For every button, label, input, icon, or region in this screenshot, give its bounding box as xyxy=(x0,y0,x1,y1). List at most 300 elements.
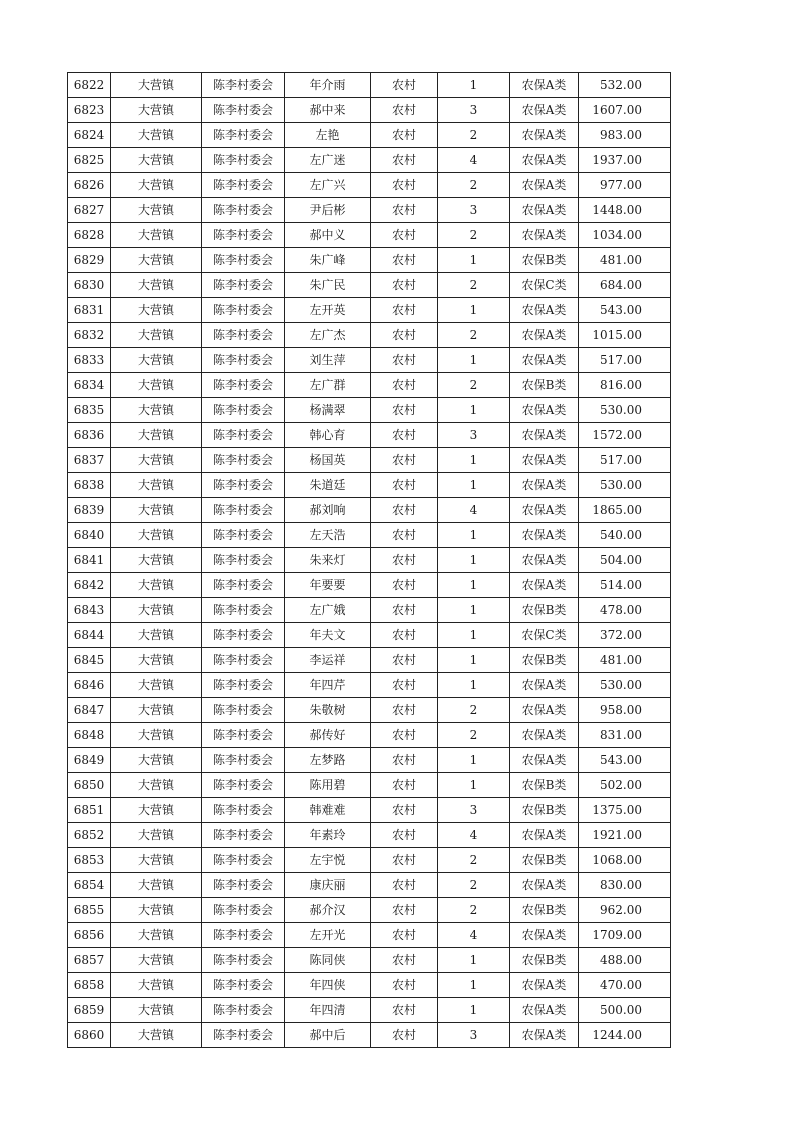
cell-category: 农保A类 xyxy=(510,973,579,998)
cell-village: 陈李村委会 xyxy=(202,598,285,623)
cell-area: 农村 xyxy=(371,773,438,798)
cell-id: 6842 xyxy=(68,573,111,598)
table-row xyxy=(68,523,671,548)
cell-village: 陈李村委会 xyxy=(202,923,285,948)
cell-name: 郝中来 xyxy=(285,98,371,123)
cell-id: 6833 xyxy=(68,348,111,373)
cell-count: 1 xyxy=(438,523,510,548)
table-row xyxy=(68,723,671,748)
cell-category: 农保B类 xyxy=(510,373,579,398)
cell-area: 农村 xyxy=(371,998,438,1023)
cell-village: 陈李村委会 xyxy=(202,198,285,223)
table-row xyxy=(68,923,671,948)
cell-village: 陈李村委会 xyxy=(202,898,285,923)
cell-name: 陈同侠 xyxy=(285,948,371,973)
table-row xyxy=(68,323,671,348)
cell-count: 4 xyxy=(438,923,510,948)
cell-name: 左开光 xyxy=(285,923,371,948)
cell-area: 农村 xyxy=(371,573,438,598)
table-row xyxy=(68,373,671,398)
cell-id: 6857 xyxy=(68,948,111,973)
cell-count: 2 xyxy=(438,323,510,348)
cell-category: 农保B类 xyxy=(510,598,579,623)
cell-amount: 530.00 xyxy=(579,473,671,498)
cell-name: 左天浩 xyxy=(285,523,371,548)
cell-town: 大营镇 xyxy=(111,73,202,98)
table-row xyxy=(68,823,671,848)
cell-category: 农保B类 xyxy=(510,648,579,673)
cell-town: 大营镇 xyxy=(111,973,202,998)
cell-area: 农村 xyxy=(371,423,438,448)
cell-count: 1 xyxy=(438,948,510,973)
cell-amount: 517.00 xyxy=(579,448,671,473)
cell-area: 农村 xyxy=(371,848,438,873)
cell-id: 6851 xyxy=(68,798,111,823)
cell-amount: 543.00 xyxy=(579,748,671,773)
cell-village: 陈李村委会 xyxy=(202,173,285,198)
cell-area: 农村 xyxy=(371,323,438,348)
cell-category: 农保B类 xyxy=(510,948,579,973)
cell-town: 大营镇 xyxy=(111,548,202,573)
cell-area: 农村 xyxy=(371,173,438,198)
cell-town: 大营镇 xyxy=(111,98,202,123)
cell-amount: 530.00 xyxy=(579,398,671,423)
cell-amount: 481.00 xyxy=(579,648,671,673)
cell-category: 农保B类 xyxy=(510,848,579,873)
cell-area: 农村 xyxy=(371,923,438,948)
cell-category: 农保A类 xyxy=(510,498,579,523)
cell-category: 农保A类 xyxy=(510,723,579,748)
cell-amount: 470.00 xyxy=(579,973,671,998)
cell-area: 农村 xyxy=(371,823,438,848)
cell-town: 大营镇 xyxy=(111,623,202,648)
table-row xyxy=(68,498,671,523)
cell-village: 陈李村委会 xyxy=(202,573,285,598)
cell-id: 6828 xyxy=(68,223,111,248)
cell-amount: 530.00 xyxy=(579,673,671,698)
table-row xyxy=(68,398,671,423)
cell-count: 1 xyxy=(438,473,510,498)
cell-area: 农村 xyxy=(371,373,438,398)
cell-id: 6858 xyxy=(68,973,111,998)
cell-village: 陈李村委会 xyxy=(202,948,285,973)
cell-id: 6831 xyxy=(68,298,111,323)
cell-village: 陈李村委会 xyxy=(202,648,285,673)
cell-id: 6846 xyxy=(68,673,111,698)
cell-count: 1 xyxy=(438,73,510,98)
cell-count: 2 xyxy=(438,373,510,398)
cell-area: 农村 xyxy=(371,598,438,623)
cell-amount: 532.00 xyxy=(579,73,671,98)
cell-count: 2 xyxy=(438,873,510,898)
cell-name: 郝介汉 xyxy=(285,898,371,923)
cell-name: 郝中义 xyxy=(285,223,371,248)
cell-id: 6844 xyxy=(68,623,111,648)
cell-village: 陈李村委会 xyxy=(202,848,285,873)
cell-amount: 816.00 xyxy=(579,373,671,398)
cell-area: 农村 xyxy=(371,198,438,223)
cell-id: 6854 xyxy=(68,873,111,898)
cell-id: 6855 xyxy=(68,898,111,923)
cell-area: 农村 xyxy=(371,448,438,473)
cell-town: 大营镇 xyxy=(111,673,202,698)
cell-area: 农村 xyxy=(371,673,438,698)
cell-name: 左广杰 xyxy=(285,323,371,348)
cell-amount: 514.00 xyxy=(579,573,671,598)
cell-amount: 1921.00 xyxy=(579,823,671,848)
table-row xyxy=(68,623,671,648)
cell-id: 6849 xyxy=(68,748,111,773)
cell-count: 1 xyxy=(438,773,510,798)
cell-village: 陈李村委会 xyxy=(202,398,285,423)
cell-village: 陈李村委会 xyxy=(202,423,285,448)
cell-amount: 478.00 xyxy=(579,598,671,623)
cell-town: 大营镇 xyxy=(111,273,202,298)
data-table xyxy=(67,72,671,1048)
cell-category: 农保B类 xyxy=(510,898,579,923)
cell-name: 陈用碧 xyxy=(285,773,371,798)
cell-village: 陈李村委会 xyxy=(202,273,285,298)
cell-village: 陈李村委会 xyxy=(202,298,285,323)
cell-town: 大营镇 xyxy=(111,1023,202,1048)
cell-name: 朱道廷 xyxy=(285,473,371,498)
cell-village: 陈李村委会 xyxy=(202,873,285,898)
cell-village: 陈李村委会 xyxy=(202,73,285,98)
cell-village: 陈李村委会 xyxy=(202,1023,285,1048)
cell-name: 李运祥 xyxy=(285,648,371,673)
cell-village: 陈李村委会 xyxy=(202,498,285,523)
cell-category: 农保A类 xyxy=(510,523,579,548)
cell-area: 农村 xyxy=(371,1023,438,1048)
table-row xyxy=(68,698,671,723)
cell-town: 大营镇 xyxy=(111,598,202,623)
cell-area: 农村 xyxy=(371,98,438,123)
cell-category: 农保A类 xyxy=(510,873,579,898)
cell-town: 大营镇 xyxy=(111,373,202,398)
cell-count: 1 xyxy=(438,248,510,273)
cell-village: 陈李村委会 xyxy=(202,773,285,798)
cell-name: 刘生萍 xyxy=(285,348,371,373)
cell-category: 农保A类 xyxy=(510,923,579,948)
cell-area: 农村 xyxy=(371,973,438,998)
cell-town: 大营镇 xyxy=(111,148,202,173)
cell-village: 陈李村委会 xyxy=(202,998,285,1023)
cell-id: 6835 xyxy=(68,398,111,423)
cell-category: 农保A类 xyxy=(510,548,579,573)
cell-name: 韩心育 xyxy=(285,423,371,448)
cell-count: 2 xyxy=(438,123,510,148)
cell-count: 2 xyxy=(438,273,510,298)
cell-amount: 1015.00 xyxy=(579,323,671,348)
cell-category: 农保A类 xyxy=(510,348,579,373)
cell-name: 年四清 xyxy=(285,998,371,1023)
cell-name: 朱来灯 xyxy=(285,548,371,573)
cell-town: 大营镇 xyxy=(111,948,202,973)
cell-town: 大营镇 xyxy=(111,773,202,798)
table-row xyxy=(68,673,671,698)
cell-count: 1 xyxy=(438,998,510,1023)
cell-name: 年四芹 xyxy=(285,673,371,698)
cell-amount: 481.00 xyxy=(579,248,671,273)
table-row xyxy=(68,1023,671,1048)
cell-town: 大营镇 xyxy=(111,248,202,273)
table-row xyxy=(68,198,671,223)
cell-category: 农保A类 xyxy=(510,123,579,148)
cell-count: 1 xyxy=(438,348,510,373)
cell-count: 3 xyxy=(438,1023,510,1048)
cell-village: 陈李村委会 xyxy=(202,973,285,998)
cell-area: 农村 xyxy=(371,473,438,498)
table-row xyxy=(68,748,671,773)
cell-area: 农村 xyxy=(371,548,438,573)
cell-count: 1 xyxy=(438,548,510,573)
cell-village: 陈李村委会 xyxy=(202,723,285,748)
cell-id: 6834 xyxy=(68,373,111,398)
cell-area: 农村 xyxy=(371,348,438,373)
cell-name: 康庆丽 xyxy=(285,873,371,898)
cell-town: 大营镇 xyxy=(111,198,202,223)
cell-count: 3 xyxy=(438,798,510,823)
cell-category: 农保A类 xyxy=(510,1023,579,1048)
cell-category: 农保A类 xyxy=(510,573,579,598)
cell-category: 农保A类 xyxy=(510,323,579,348)
cell-category: 农保A类 xyxy=(510,673,579,698)
cell-area: 农村 xyxy=(371,873,438,898)
cell-area: 农村 xyxy=(371,73,438,98)
cell-village: 陈李村委会 xyxy=(202,448,285,473)
table-row xyxy=(68,248,671,273)
table-row xyxy=(68,548,671,573)
cell-count: 2 xyxy=(438,898,510,923)
cell-name: 左广群 xyxy=(285,373,371,398)
cell-id: 6830 xyxy=(68,273,111,298)
cell-category: 农保A类 xyxy=(510,823,579,848)
cell-amount: 517.00 xyxy=(579,348,671,373)
cell-name: 年介雨 xyxy=(285,73,371,98)
cell-area: 农村 xyxy=(371,698,438,723)
cell-category: 农保A类 xyxy=(510,198,579,223)
cell-name: 左宇悦 xyxy=(285,848,371,873)
table-row xyxy=(68,298,671,323)
cell-town: 大营镇 xyxy=(111,348,202,373)
cell-count: 2 xyxy=(438,848,510,873)
cell-village: 陈李村委会 xyxy=(202,698,285,723)
cell-name: 年素玲 xyxy=(285,823,371,848)
cell-name: 郝刘响 xyxy=(285,498,371,523)
cell-amount: 500.00 xyxy=(579,998,671,1023)
cell-count: 3 xyxy=(438,98,510,123)
cell-town: 大营镇 xyxy=(111,123,202,148)
cell-amount: 684.00 xyxy=(579,273,671,298)
table-row xyxy=(68,773,671,798)
cell-amount: 1865.00 xyxy=(579,498,671,523)
cell-amount: 983.00 xyxy=(579,123,671,148)
cell-amount: 1244.00 xyxy=(579,1023,671,1048)
cell-name: 尹后彬 xyxy=(285,198,371,223)
table-row xyxy=(68,273,671,298)
cell-count: 4 xyxy=(438,823,510,848)
cell-category: 农保A类 xyxy=(510,998,579,1023)
cell-category: 农保A类 xyxy=(510,223,579,248)
cell-category: 农保A类 xyxy=(510,73,579,98)
cell-town: 大营镇 xyxy=(111,648,202,673)
table-row xyxy=(68,123,671,148)
cell-name: 朱广民 xyxy=(285,273,371,298)
cell-name: 左广兴 xyxy=(285,173,371,198)
table-row xyxy=(68,998,671,1023)
cell-amount: 372.00 xyxy=(579,623,671,648)
cell-category: 农保A类 xyxy=(510,448,579,473)
cell-category: 农保A类 xyxy=(510,148,579,173)
cell-village: 陈李村委会 xyxy=(202,373,285,398)
cell-town: 大营镇 xyxy=(111,723,202,748)
cell-id: 6825 xyxy=(68,148,111,173)
cell-amount: 977.00 xyxy=(579,173,671,198)
table-row xyxy=(68,898,671,923)
cell-count: 2 xyxy=(438,223,510,248)
cell-category: 农保A类 xyxy=(510,698,579,723)
cell-town: 大营镇 xyxy=(111,898,202,923)
cell-id: 6838 xyxy=(68,473,111,498)
cell-name: 郝中后 xyxy=(285,1023,371,1048)
cell-category: 农保A类 xyxy=(510,98,579,123)
cell-name: 左广迷 xyxy=(285,148,371,173)
cell-category: 农保A类 xyxy=(510,748,579,773)
cell-town: 大营镇 xyxy=(111,298,202,323)
cell-count: 2 xyxy=(438,698,510,723)
cell-category: 农保A类 xyxy=(510,423,579,448)
table-row xyxy=(68,98,671,123)
cell-name: 左开英 xyxy=(285,298,371,323)
cell-name: 杨满翠 xyxy=(285,398,371,423)
table-row xyxy=(68,873,671,898)
cell-id: 6823 xyxy=(68,98,111,123)
cell-area: 农村 xyxy=(371,298,438,323)
cell-town: 大营镇 xyxy=(111,998,202,1023)
cell-village: 陈李村委会 xyxy=(202,523,285,548)
cell-village: 陈李村委会 xyxy=(202,148,285,173)
cell-town: 大营镇 xyxy=(111,523,202,548)
cell-amount: 1375.00 xyxy=(579,798,671,823)
cell-area: 农村 xyxy=(371,123,438,148)
cell-category: 农保A类 xyxy=(510,473,579,498)
cell-id: 6841 xyxy=(68,548,111,573)
cell-id: 6853 xyxy=(68,848,111,873)
cell-count: 4 xyxy=(438,498,510,523)
cell-village: 陈李村委会 xyxy=(202,673,285,698)
cell-count: 4 xyxy=(438,148,510,173)
cell-town: 大营镇 xyxy=(111,223,202,248)
cell-name: 朱广峰 xyxy=(285,248,371,273)
cell-amount: 830.00 xyxy=(579,873,671,898)
cell-category: 农保A类 xyxy=(510,298,579,323)
cell-name: 韩难难 xyxy=(285,798,371,823)
cell-id: 6847 xyxy=(68,698,111,723)
cell-town: 大营镇 xyxy=(111,573,202,598)
cell-town: 大营镇 xyxy=(111,448,202,473)
cell-name: 朱敬树 xyxy=(285,698,371,723)
table-row xyxy=(68,473,671,498)
cell-id: 6840 xyxy=(68,523,111,548)
cell-id: 6852 xyxy=(68,823,111,848)
cell-town: 大营镇 xyxy=(111,923,202,948)
cell-area: 农村 xyxy=(371,148,438,173)
cell-name: 杨国英 xyxy=(285,448,371,473)
cell-count: 1 xyxy=(438,973,510,998)
cell-count: 1 xyxy=(438,398,510,423)
table-row xyxy=(68,448,671,473)
cell-village: 陈李村委会 xyxy=(202,323,285,348)
cell-area: 农村 xyxy=(371,798,438,823)
cell-village: 陈李村委会 xyxy=(202,98,285,123)
cell-id: 6845 xyxy=(68,648,111,673)
cell-town: 大营镇 xyxy=(111,398,202,423)
cell-count: 1 xyxy=(438,648,510,673)
cell-area: 农村 xyxy=(371,498,438,523)
cell-town: 大营镇 xyxy=(111,473,202,498)
cell-town: 大营镇 xyxy=(111,823,202,848)
cell-id: 6824 xyxy=(68,123,111,148)
cell-id: 6859 xyxy=(68,998,111,1023)
cell-id: 6826 xyxy=(68,173,111,198)
cell-id: 6837 xyxy=(68,448,111,473)
cell-amount: 504.00 xyxy=(579,548,671,573)
cell-name: 年四侠 xyxy=(285,973,371,998)
cell-name: 左艳 xyxy=(285,123,371,148)
cell-amount: 540.00 xyxy=(579,523,671,548)
table-row xyxy=(68,973,671,998)
cell-id: 6848 xyxy=(68,723,111,748)
cell-area: 农村 xyxy=(371,273,438,298)
cell-name: 年夫文 xyxy=(285,623,371,648)
cell-count: 1 xyxy=(438,623,510,648)
cell-area: 农村 xyxy=(371,948,438,973)
cell-id: 6836 xyxy=(68,423,111,448)
cell-category: 农保C类 xyxy=(510,273,579,298)
table-row xyxy=(68,848,671,873)
cell-village: 陈李村委会 xyxy=(202,348,285,373)
cell-village: 陈李村委会 xyxy=(202,223,285,248)
cell-village: 陈李村委会 xyxy=(202,473,285,498)
cell-village: 陈李村委会 xyxy=(202,623,285,648)
table-row xyxy=(68,73,671,98)
cell-id: 6832 xyxy=(68,323,111,348)
cell-town: 大营镇 xyxy=(111,698,202,723)
cell-id: 6850 xyxy=(68,773,111,798)
cell-area: 农村 xyxy=(371,523,438,548)
cell-category: 农保B类 xyxy=(510,248,579,273)
cell-area: 农村 xyxy=(371,623,438,648)
cell-category: 农保B类 xyxy=(510,773,579,798)
cell-count: 1 xyxy=(438,448,510,473)
table-row xyxy=(68,348,671,373)
cell-count: 1 xyxy=(438,573,510,598)
cell-count: 1 xyxy=(438,673,510,698)
cell-amount: 1709.00 xyxy=(579,923,671,948)
cell-town: 大营镇 xyxy=(111,323,202,348)
cell-id: 6860 xyxy=(68,1023,111,1048)
cell-area: 农村 xyxy=(371,748,438,773)
cell-name: 左广娥 xyxy=(285,598,371,623)
cell-category: 农保B类 xyxy=(510,798,579,823)
table-row xyxy=(68,948,671,973)
cell-name: 年要要 xyxy=(285,573,371,598)
cell-village: 陈李村委会 xyxy=(202,823,285,848)
table-row xyxy=(68,423,671,448)
cell-count: 1 xyxy=(438,598,510,623)
cell-id: 6829 xyxy=(68,248,111,273)
cell-village: 陈李村委会 xyxy=(202,748,285,773)
